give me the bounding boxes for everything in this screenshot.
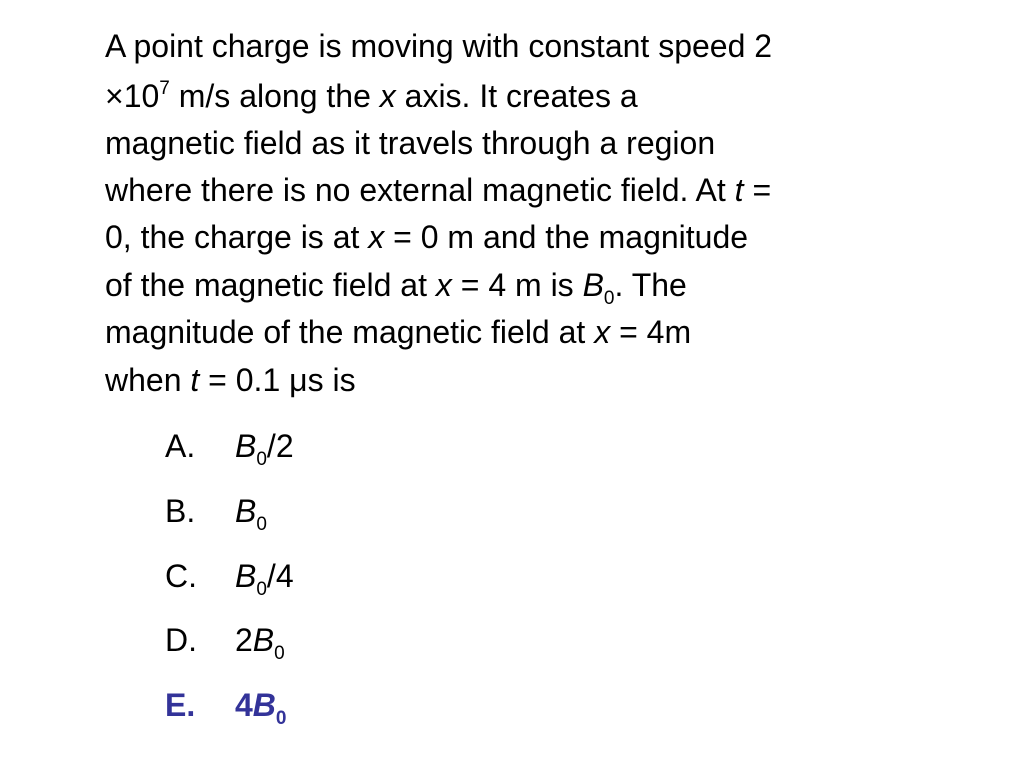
variable-t: t [190,362,200,398]
subscript: 0 [256,579,267,600]
option-letter: C. [165,558,197,594]
question-text: magnetic field as it travels through a region [105,125,716,161]
option-d[interactable] [165,617,285,663]
question-text: = 0.1 μs is [199,362,356,398]
question-line-1 [105,23,772,69]
question-line-8 [105,357,356,403]
question-line-6 [105,262,687,308]
question-text: ×10 [105,78,160,114]
question-text: magnitude of the magnetic field at [105,314,595,350]
option-prefix: 2 [235,622,253,658]
variable-x: x [594,314,611,350]
question-line-5 [105,214,748,260]
variable-x: x [435,267,452,303]
option-suffix: /2 [266,428,294,464]
variable-b: B [235,558,257,594]
question-text: = 4 m is [451,267,583,303]
option-letter: E. [165,687,196,723]
question-text: = [743,172,772,208]
question-text: when [105,362,191,398]
option-c[interactable] [165,553,294,599]
question-line-7 [105,309,691,355]
question-line-4 [105,167,771,213]
variable-b: B [252,687,276,723]
variable-x: x [368,219,385,255]
option-b[interactable] [165,488,267,534]
option-letter: D. [165,622,197,658]
question-text: A point charge is moving with constant speed 2 [105,28,773,64]
exponent: 7 [159,78,170,99]
variable-b: B [582,267,604,303]
option-prefix: 4 [235,687,253,723]
variable-t: t [734,172,744,208]
question-text: = 4m [610,314,692,350]
question-line-3 [105,120,715,166]
subscript: 0 [256,449,267,470]
question-line-2 [105,73,638,119]
variable-b: B [252,622,275,658]
option-a[interactable] [165,423,294,469]
variable-x: x [379,78,396,114]
option-letter: A. [165,428,196,464]
question-text: m/s along the [169,78,380,114]
variable-b: B [235,428,257,464]
subscript: 0 [256,514,267,535]
option-suffix: /4 [266,558,294,594]
variable-b: B [235,493,257,529]
question-text: 0, the charge is at [105,219,369,255]
subscript: 0 [275,708,287,729]
option-e-correct[interactable] [165,682,286,728]
question-text: where there is no external magnetic field. At [105,172,735,208]
question-text: axis. It creates a [395,78,638,114]
subscript: 0 [274,643,285,664]
option-letter: B. [165,493,196,529]
subscript: 0 [603,288,615,309]
question-text: . The [614,267,687,303]
question-text: = 0 m and the magnitude [384,219,749,255]
question-text: of the magnetic field at [105,267,436,303]
